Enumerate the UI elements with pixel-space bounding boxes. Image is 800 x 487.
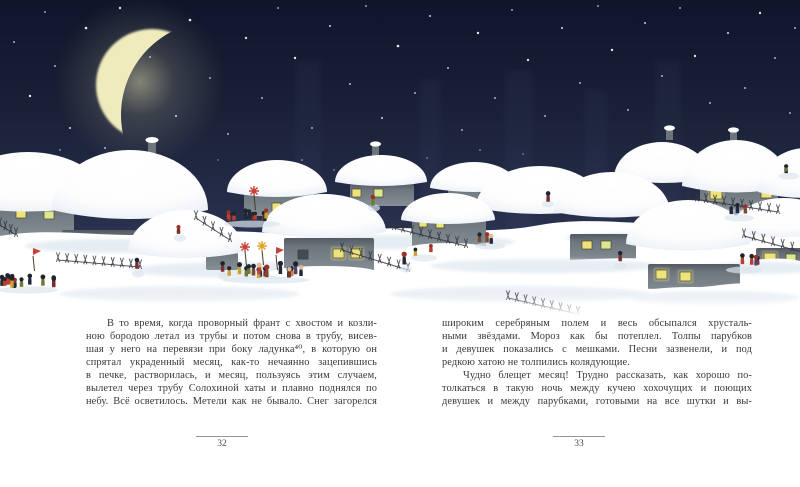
folio-rule — [196, 436, 248, 437]
text-line: и девушек показались с мешками. Песни зазвенели, и под — [442, 344, 752, 355]
folio-rule — [553, 436, 605, 437]
text-line: ными звёздами. Мороз как бы потеплел. Толпы парубков — [442, 331, 752, 342]
text-line: В то время, когда проворный франт с хвостом и козли- — [107, 318, 377, 329]
crescent-moon-icon — [55, 0, 225, 167]
text-line: шая у него на перевязи при боку ладунка⁴⁰, в которую он — [86, 344, 377, 355]
right-page-folio — [553, 436, 605, 449]
villager-figure — [220, 261, 225, 272]
villager-figure — [135, 258, 140, 269]
page-number: 33 — [574, 439, 584, 449]
left-page-text — [86, 317, 377, 408]
text-line: широким серебряным полем и весь обсыпался хрусталь- — [442, 318, 752, 329]
text-line: спрятал украденный месяц, как-то нечаянно зацепившись — [86, 357, 377, 368]
text-line: вылетел через трубу Солохиной хаты и плавно поднялся по — [86, 383, 377, 394]
text-line: редкою хатою не толпились колядующие. — [442, 357, 630, 368]
villager-figure — [371, 195, 376, 206]
text-line: в печке, растворилась, и месяц, пользуясь этим случаем, — [86, 370, 377, 381]
text-line: девушек и между парубками, готовыми на все шутки и вы- — [442, 396, 752, 407]
text-line: Чудно блещет месяц! Трудно рассказать, как хорошо по- — [463, 370, 752, 381]
villager-figure — [546, 191, 551, 202]
villager-figure — [177, 225, 181, 234]
right-page-text — [442, 317, 752, 408]
text-line: толкаться в такую ночь между кучею хохочущих и поющих — [442, 383, 752, 394]
left-page-folio — [196, 436, 248, 449]
carolers-group — [784, 164, 788, 173]
text-line: ною бородою летал из трубы и потом снова в трубу, висев- — [86, 331, 377, 342]
text-line: небу. Всё осветилось. Метели как не бывало. Снег загорелся — [86, 396, 377, 407]
villager-figure — [618, 251, 622, 261]
bottom-fade — [0, 294, 800, 315]
page-number: 32 — [217, 439, 227, 449]
